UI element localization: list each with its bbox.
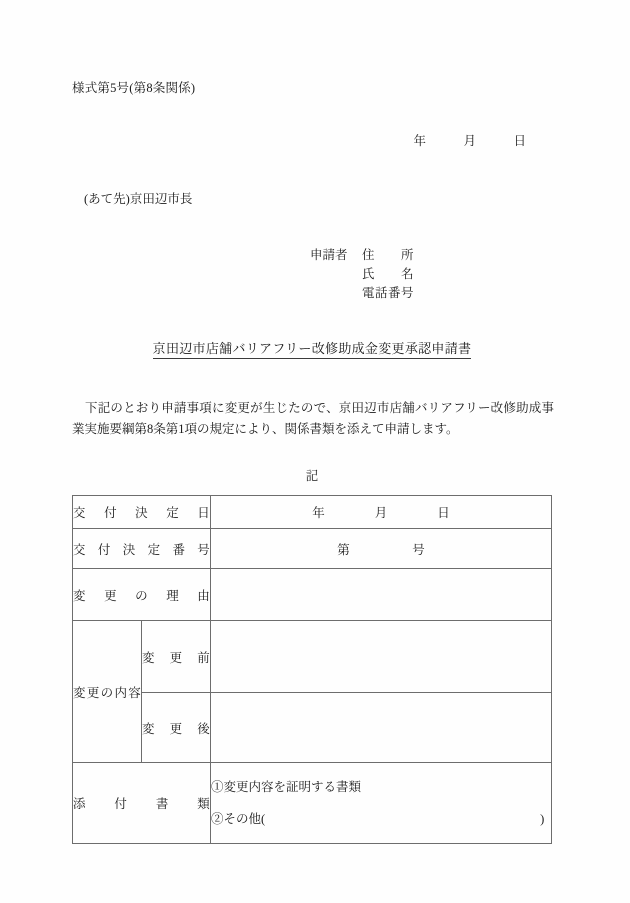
date-line: 年 月 日 — [413, 134, 526, 148]
page-title — [72, 338, 552, 357]
value-attachments[interactable] — [211, 763, 552, 844]
applicant-label: 申請者 — [310, 248, 348, 262]
value-change-reason[interactable] — [211, 569, 552, 621]
value-grant-decision-number-text: 第 号 — [337, 542, 425, 557]
applicant-address-row — [310, 246, 414, 265]
applicant-name-label: 氏 名 — [362, 267, 415, 281]
value-change-after[interactable] — [211, 693, 552, 763]
value-grant-decision-date[interactable] — [211, 496, 552, 529]
label-grant-decision-date-text: 交付決定日 — [73, 506, 210, 520]
page-title-text: 京田辺市店舗バリアフリー改修助成金変更承認申請書 — [153, 341, 472, 359]
label-grant-decision-number-text: 交付決定番号 — [73, 542, 210, 557]
label-change-before — [142, 621, 211, 693]
attachment-item-2: ②その他( ) — [211, 812, 545, 826]
attachment-item-1: ①変更内容を証明する書類 — [211, 780, 362, 794]
table-row-grant-decision-date — [73, 496, 552, 529]
table-row-change-content-after — [73, 693, 552, 763]
label-change-reason-text: 変更の理由 — [73, 588, 210, 603]
table-row-attachments — [73, 763, 552, 844]
label-attachments — [73, 763, 211, 844]
label-attachments-text: 添付書類 — [73, 797, 210, 811]
label-change-reason — [73, 569, 211, 621]
value-grant-decision-number[interactable] — [211, 529, 552, 569]
applicant-phone-row — [310, 284, 414, 303]
applicant-block — [310, 246, 414, 303]
table-row-grant-decision-number — [73, 529, 552, 569]
table-row-change-content-before — [73, 621, 552, 693]
label-change-after-text: 変更後 — [142, 721, 210, 736]
label-change-before-text: 変更前 — [142, 650, 210, 665]
applicant-address-label: 住 所 — [362, 248, 415, 262]
form-number: 様式第5号(第8条関係) — [72, 81, 196, 95]
value-grant-decision-date-text: 年 月 日 — [312, 506, 450, 520]
addressee: (あて先)京田辺市長 — [84, 192, 193, 206]
body-paragraph: 下記のとおり申請事項に変更が生じたので、京田辺市店舗バリアフリー改修助成事業実施要綱第8条第1項の規定により、関係書類を添えて申請します。 — [72, 401, 554, 436]
application-form-table — [72, 495, 552, 844]
label-grant-decision-number — [73, 529, 211, 569]
document-body — [72, 0, 552, 903]
label-change-content-text: 変更の内容 — [73, 685, 141, 700]
ki-marker: 記 — [305, 469, 319, 483]
table-row-change-reason — [73, 569, 552, 621]
value-change-before[interactable] — [211, 621, 552, 693]
label-grant-decision-date — [73, 496, 211, 529]
applicant-phone-label: 電話番号 — [362, 286, 415, 300]
label-change-content — [73, 621, 142, 763]
applicant-name-row — [310, 265, 414, 284]
label-change-after — [142, 693, 211, 763]
